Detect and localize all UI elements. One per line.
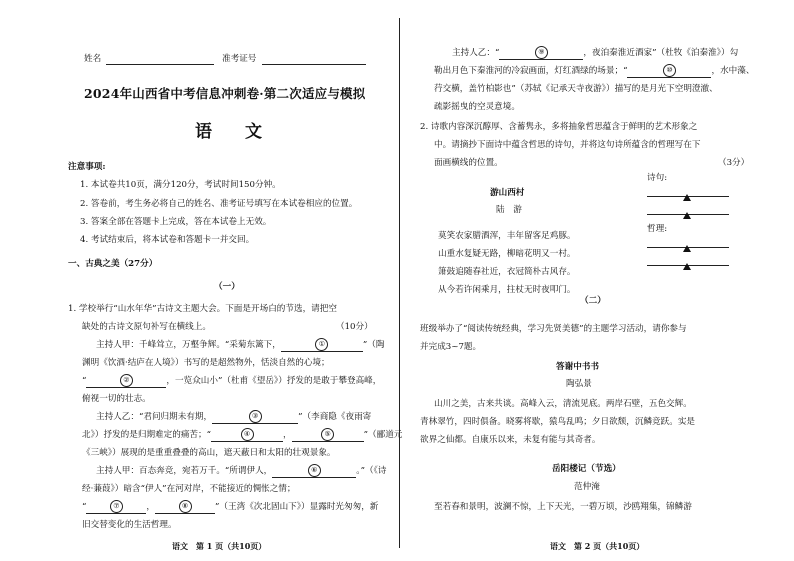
q1-cont-line: 疏影摇曳的空灵意境。 xyxy=(434,102,520,112)
answer-blank-3[interactable]: ③ xyxy=(212,410,298,424)
page-divider xyxy=(399,18,400,548)
q2-line: 面画横线的位置。 xyxy=(434,158,503,168)
intro-line: 并完成3~7题。 xyxy=(420,342,482,352)
intro-line: 班级举办了“阅读传统经典，学习先贤美德”的主题学习活动，请你参与 xyxy=(420,324,687,334)
q1-line: 主持人甲：千峰耸立，万壑争辉。“采菊东篱下， ① ”（陶 xyxy=(96,340,385,350)
answer-blank-5[interactable]: ⑤ xyxy=(292,428,364,442)
text1-line: 青林翠竹，四时俱备。晓雾将歇，猿鸟乱鸣；夕日欲颓，沉鳞竞跃。实是 xyxy=(420,417,696,427)
exam-no-line[interactable] xyxy=(262,64,366,65)
page-footer-right: 语文 第 2 页（共10页） xyxy=(550,541,645,551)
answer-blank-1[interactable]: ① xyxy=(281,338,363,352)
q2-line: 2. 诗歌内容深沉醇厚、含蓄隽永，多将抽象哲思蕴含于鲜明的艺术形象之 xyxy=(420,122,698,132)
page-footer-left: 语文 第 1 页（共10页） xyxy=(172,541,267,551)
triangle-marker-icon xyxy=(683,238,691,257)
text1-title: 答谢中书书 xyxy=(556,362,599,372)
text2-author: 范仲淹 xyxy=(574,482,600,492)
exam-no-label: 准考证号 xyxy=(222,54,257,64)
poem-line: 箫鼓追随春社近，衣冠简朴古风存。 xyxy=(438,267,576,277)
answer-blank-2[interactable]: ② xyxy=(86,374,166,388)
name-label: 姓名 xyxy=(84,54,102,64)
text1-line: 山川之美，古来共谈。高峰入云，清流见底。两岸石壁，五色交辉。 xyxy=(434,399,692,409)
q1-line: 主持人甲：百态奔竞，宛若万千。“所谓伊人， ⑥ 。”（《诗 xyxy=(96,466,387,476)
answer-blank-8[interactable]: ⑧ xyxy=(155,500,215,514)
poem-line: 莫笑农家腊酒浑，丰年留客足鸡豚。 xyxy=(438,231,576,241)
text2-title: 岳阳楼记（节选） xyxy=(552,464,621,474)
q1-line: 俯视一切的壮志。 xyxy=(82,394,151,404)
triangle-marker-icon xyxy=(683,205,691,224)
notes-item: 2. 答卷前，考生务必将自己的姓名、准考证号填写在本试卷相应的位置。 xyxy=(80,199,358,209)
q1-cont-line: 主持人乙：“ ⑨ ，夜泊秦淮近酒家”（杜牧《泊秦淮》）勾 xyxy=(452,48,739,58)
q1-line: “ ② ，一览众山小”（杜甫《望岳》）抒发的是敢于攀登高峰， xyxy=(82,376,382,386)
poem-author: 陆 游 xyxy=(496,205,522,215)
answer-blank-4[interactable]: ④ xyxy=(211,428,283,442)
q1-line: 北》）抒发的是归期难定的痛苦；“ ④ ， ⑤ ”（郦道元 xyxy=(82,430,403,440)
answer-blank-7[interactable]: ⑦ xyxy=(86,500,146,514)
q1-cont-line: 勒出月色下秦淮河的冷寂画面，灯红酒绿的场景；“ ⑩ ，水中藻、 xyxy=(434,66,755,76)
paper-title: 2024年山西省中考信息冲刺卷·第二次适应与模拟 xyxy=(84,86,366,101)
subject-title: 语 文 xyxy=(195,122,270,142)
section-title: 一、古典之美（27分） xyxy=(68,259,158,269)
answer-blank-6[interactable]: ⑥ xyxy=(272,464,356,478)
philosophy-label: 哲理: xyxy=(647,224,668,234)
notes-item: 3. 答案全部在答题卡上完成，答在本试卷上无效。 xyxy=(80,217,272,227)
name-line[interactable] xyxy=(106,64,214,65)
q1-cont-line: 荇交横，盖竹柏影也”（苏轼《记承天寺夜游》）描写的是月光下空明澄澈、 xyxy=(434,84,718,94)
notes-heading: 注意事项: xyxy=(68,162,106,172)
notes-item: 1. 本试卷共10页，满分120分，考试时间150分钟。 xyxy=(80,180,281,190)
poem-title: 游山西村 xyxy=(490,188,525,198)
triangle-marker-icon xyxy=(683,256,691,275)
q1-line: 经·蒹葭》）暗含“伊人”在河对岸，不能接近的惆怅之情； xyxy=(82,484,296,494)
q1-line: 渊明《饮酒·结庐在人境》）书写的是超然物外，恬淡自然的心境； xyxy=(82,358,330,368)
q1-line: 《三峡》）展现的是重重叠叠的高山，遮天蔽日和太阳的壮观景象。 xyxy=(82,448,336,458)
poem-line-label: 诗句: xyxy=(647,173,668,183)
poem-line: 山重水复疑无路，柳暗花明又一村。 xyxy=(438,249,576,259)
poem-line: 从今若许闲乘月，拄杖无时夜叩门。 xyxy=(438,285,576,295)
answer-blank-10[interactable]: ⑩ xyxy=(627,64,711,78)
q2-line: 中。请摘抄下面诗中蕴含哲思的诗句，并将这句诗所蕴含的哲理写在下 xyxy=(434,140,701,150)
triangle-marker-icon xyxy=(683,187,691,206)
text1-line: 欲界之仙都。自康乐以来，未复有能与其奇者。 xyxy=(420,435,601,445)
q1-line: 主持人乙：“君问归期未有期， ③ ”（李商隐《夜雨寄 xyxy=(96,412,372,422)
text2-line: 至若春和景明，波澜不惊，上下天光，一碧万顷，沙鸥翔集，锦鳞游 xyxy=(434,502,692,512)
text1-author: 陶弘景 xyxy=(566,379,592,389)
answer-blank-9[interactable]: ⑨ xyxy=(499,46,583,60)
part-one-label: （一） xyxy=(214,282,240,292)
q1-line: 缺处的古诗文原句补写在横线上。 xyxy=(82,322,211,332)
q1-line: 1. 学校举行“山水年华”古诗文主题大会。下面是开场白的节选，请把空 xyxy=(68,304,337,314)
q1-line: “ ⑦ ， ⑧ ”（王湾《次北固山下》）显露时光匆匆，新 xyxy=(82,502,379,512)
notes-item: 4. 考试结束后，将本试卷和答题卡一并交回。 xyxy=(80,235,255,245)
part-two-label: （二） xyxy=(580,296,606,306)
q1-line: 旧交替变化的生活哲理。 xyxy=(82,520,177,530)
q2-score: （3分） xyxy=(718,158,750,168)
q1-score: （10分） xyxy=(336,322,373,332)
